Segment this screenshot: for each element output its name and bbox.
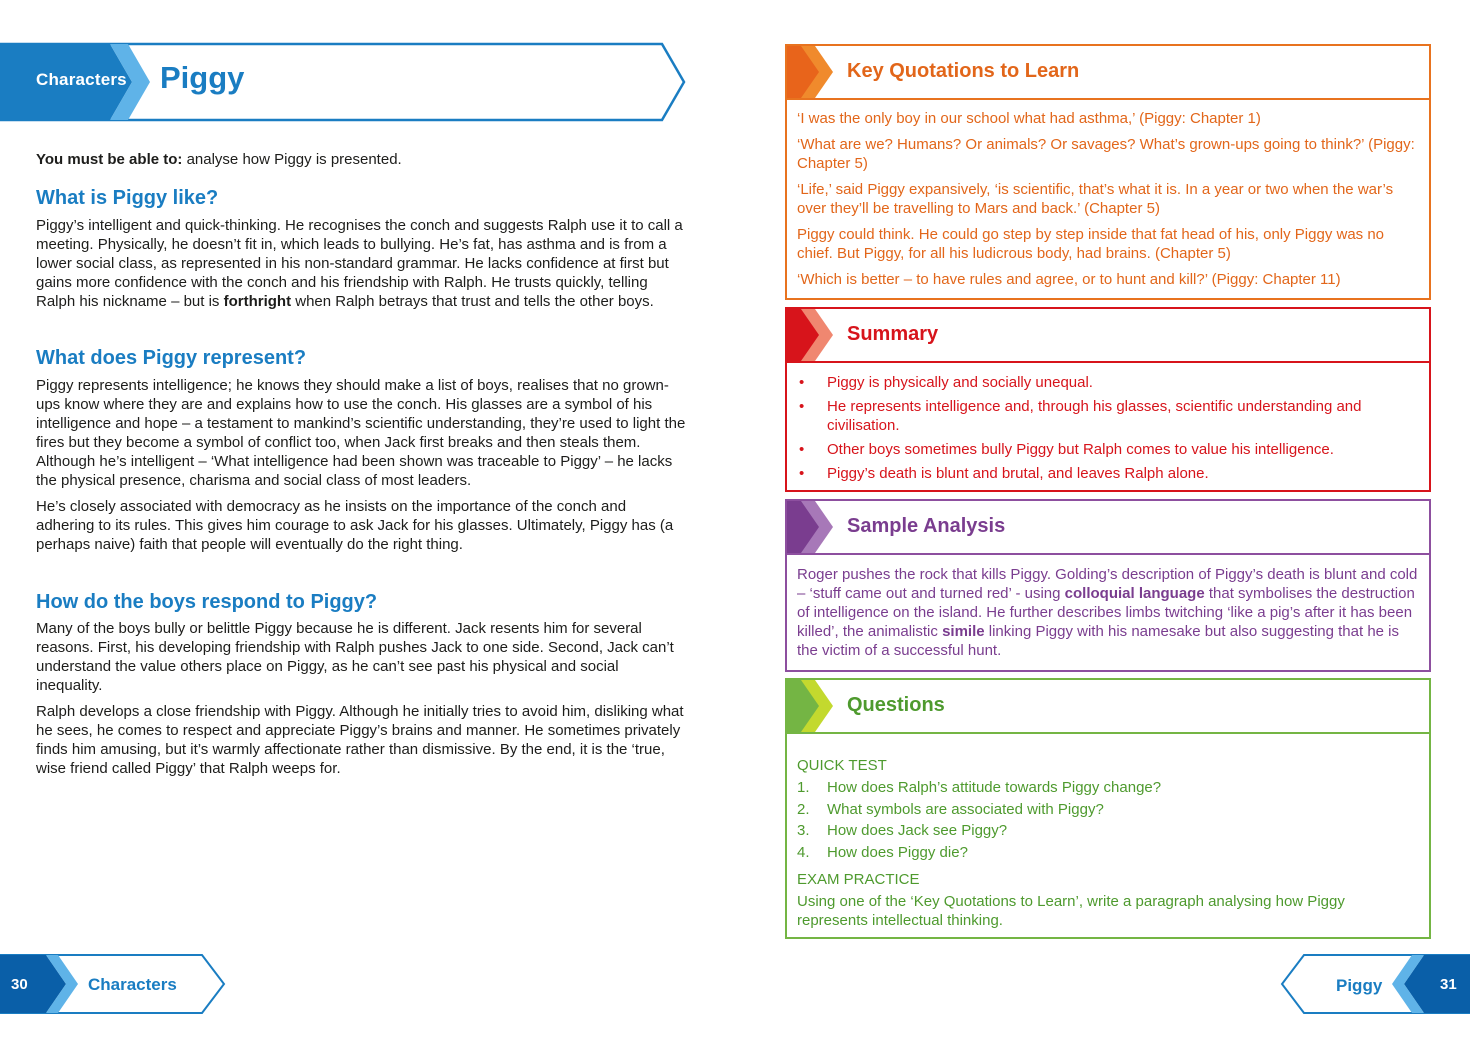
- summary-box: [785, 307, 1431, 492]
- summary-title: Summary: [847, 323, 939, 345]
- quick-test-label: QUICK TEST: [797, 757, 887, 774]
- key-quotations-box: [785, 44, 1431, 300]
- key-quotations-list: [787, 100, 1429, 302]
- key-term: forthright: [223, 293, 292, 310]
- paragraph: He’s closely associated with democracy as he insists on the importance of the conch and adhering to its rules. This gives him courage to ask Jack for his glasses. Ultimately, Piggy has (a perhaps naive) faith that people will eventually do the right thing.: [36, 498, 674, 553]
- quotation: ‘I was the only boy in our school what had asthma,’ (Piggy: Chapter 1): [797, 110, 1261, 127]
- right-page-number: 31: [1440, 976, 1457, 993]
- sample-analysis-header: [787, 501, 1429, 555]
- summary-item: • Piggy’s death is blunt and brutal, and leaves Ralph alone.: [797, 464, 1419, 483]
- paragraph-text: when Ralph betrays that trust and tells the other boys.: [291, 293, 654, 310]
- summary-item: • Other boys sometimes bully Piggy but Ralph comes to value his intelligence.: [797, 440, 1419, 459]
- right-footer-label: Piggy: [1336, 976, 1383, 995]
- paragraph: Many of the boys bully or belittle Piggy because he is different. Jack resents him for several reasons. First, his developing friendship with Ralph pushes Jack to one side. Second, Jack can’t understand the value others place on Piggy, as he can’t see past his physical and social inequality.: [36, 620, 674, 694]
- section-heading: What does Piggy represent?: [36, 347, 307, 369]
- learning-objective-text: analyse how Piggy is presented.: [182, 151, 402, 168]
- learning-objective: [36, 150, 688, 169]
- questions-header: [787, 680, 1429, 734]
- quick-test-item: [797, 843, 1419, 863]
- analysis-text: Roger pushes the rock that kills Piggy. Golding’s description of Piggy’s death is blunt and cold – ‘stuff came out and turned red’ - using: [797, 566, 1418, 602]
- sample-analysis-text: [787, 555, 1429, 666]
- paragraph: Piggy represents intelligence; he knows they should make a list of boys, realises that no grown-ups know where they are and explains how to use the conch. His glasses are a symbol of his intelligence and hope – a testament to mankind’s scientific understanding, they’re used to light the fires but they become a symbol of conflict too, when Jack first breaks and then steals them. Although he’s intelligent – ‘What intelligence had been shown was traceable to Piggy’ – he lacks the physical presence, charisma and social class of most leaders.: [36, 377, 686, 489]
- page-title: Piggy: [160, 60, 245, 95]
- exam-practice-text: Using one of the ‘Key Quotations to Learn’, write a paragraph analysing how Piggy represents intellectual thinking.: [797, 893, 1345, 929]
- section-body: [36, 376, 688, 561]
- paragraph-text: Piggy’s intelligent and quick-thinking. He recognises the conch and suggests Ralph use it to call a meeting. Physically, he doesn’t fit in, which leads to bullying. He’s fat, has asthma and is from a lower social class, as represented in his non-standard grammar. He lacks confidence at first but gains more confidence with the conch and his friendship with Ralph. He trusts quickly, telling Ralph his nickname – but is: [36, 217, 683, 310]
- key-term: colloquial language: [1064, 585, 1205, 602]
- section-body: [36, 619, 688, 785]
- section-body: [36, 216, 688, 318]
- sample-analysis-title: Sample Analysis: [847, 515, 1006, 537]
- sample-analysis-box: [785, 499, 1431, 672]
- quotation: ‘Life,’ said Piggy expansively, ‘is scientific, that’s what it is. In a year or two when the war’s over they’ll be travelling to Mars and back.’ (Chapter 5): [797, 181, 1394, 217]
- green-chevron-icon: [787, 680, 837, 732]
- key-term: simile: [942, 623, 985, 640]
- item-text: How does Ralph’s attitude towards Piggy change?: [827, 779, 1162, 796]
- paragraph: [36, 216, 688, 311]
- learning-objective-label: You must be able to:: [36, 151, 183, 168]
- quick-test-item: [797, 821, 1419, 841]
- questions-title: Questions: [847, 694, 945, 716]
- questions-box: [785, 678, 1431, 939]
- analysis-text: that symbolises the destruction of intelligence on the island. He further describes limbs twitching ‘like a pig’s after it has been killed’, the animalistic: [797, 585, 1415, 640]
- section-heading: How do the boys respond to Piggy?: [36, 591, 378, 613]
- key-quotations-title: Key Quotations to Learn: [847, 60, 1080, 82]
- item-number: 3.: [797, 822, 810, 839]
- item-number: 4.: [797, 843, 810, 861]
- purple-chevron-icon: [787, 501, 837, 553]
- summary-header: [787, 309, 1429, 363]
- left-page-number: 30: [11, 976, 28, 993]
- quotation: Piggy could think. He could go step by step inside that fat head of his, only Piggy was no chief. But Piggy, for all his ludicrous body, had brains. (Chapter 5): [797, 226, 1385, 262]
- left-footer-label: Characters: [88, 975, 177, 994]
- item-text: How does Piggy die?: [827, 843, 968, 861]
- paragraph: Ralph develops a close friendship with Piggy. Although he initially tries to avoid him, disliking what he sees, he comes to respect and appreciate Piggy’s brains and manner. He sometimes privately finds him amusing, but it’s warmly affectionate rather than dismissive. By the end, it is the ‘true, wise friend called Piggy’ that Ralph weeps for.: [36, 703, 684, 777]
- item-number: 1.: [797, 779, 810, 796]
- questions-body: [787, 734, 1429, 936]
- red-chevron-icon: [787, 309, 837, 361]
- analysis-text: linking Piggy with his namesake but also suggesting that he is the victim of a successful hunt.: [797, 623, 1399, 659]
- header-section-label: Characters: [36, 70, 127, 89]
- summary-item: • He represents intelligence and, through his glasses, scientific understanding and civilisation.: [797, 397, 1419, 435]
- item-number: 2.: [797, 800, 810, 818]
- item-text: How does Jack see Piggy?: [827, 822, 1008, 839]
- quick-test-list: [797, 778, 1419, 862]
- key-quotations-header: [787, 46, 1429, 100]
- summary-item: • Piggy is physically and socially unequal.: [797, 373, 1419, 392]
- quotation: ‘Which is better – to have rules and agree, or to hunt and kill?’ (Piggy: Chapter 11): [797, 271, 1341, 288]
- section-heading: What is Piggy like?: [36, 187, 219, 209]
- orange-chevron-icon: [787, 46, 837, 98]
- item-text: What symbols are associated with Piggy?: [827, 800, 1104, 818]
- exam-practice-label: EXAM PRACTICE: [797, 871, 920, 888]
- quick-test-item: [797, 778, 1419, 798]
- summary-list: [787, 363, 1429, 494]
- quick-test-item: [797, 800, 1419, 820]
- quotation: ‘What are we? Humans? Or animals? Or savages? What’s grown-ups going to think?’ (Piggy: Chapter 5): [797, 136, 1415, 172]
